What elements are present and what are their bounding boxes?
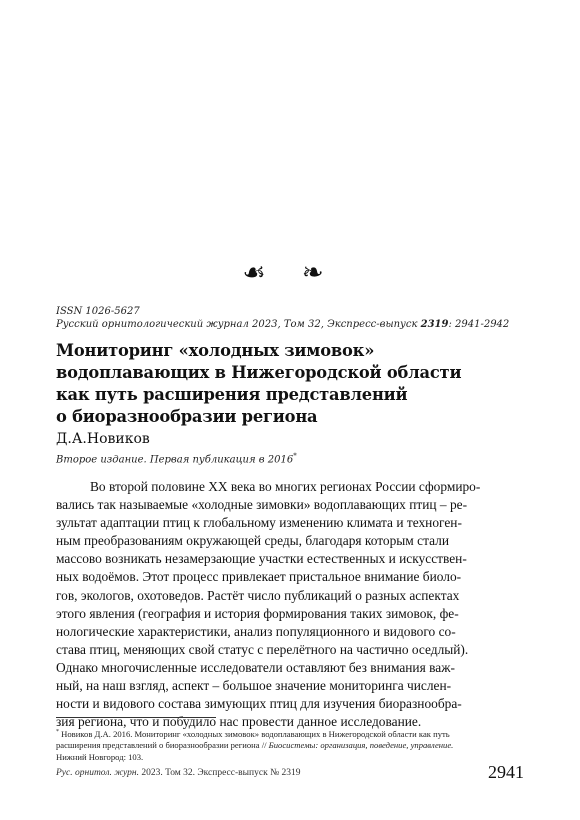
body-line: гов, экологов, охотоведов. Растёт число публикаций о разных аспектах [56,587,460,603]
running-footer [56,768,301,778]
body-line: ных водоёмов. Этот процесс привлекает пристальное внимание биоло- [56,569,462,585]
body-line: нологические характеристики, анализ популяционного и видового со- [56,623,456,639]
edition-note-text: Второе издание. Первая публикация в 2016 [56,454,294,466]
footnote-source: Биосистемы: организация, поведение, управление. [268,740,454,751]
edition-note [56,452,297,465]
body-line: зия региона, что и побудило нас провести данное исследование. [56,714,422,730]
body-line: Однако многочисленные исследователи оставляют без внимания важ- [56,659,455,675]
footnote-divider [56,717,216,718]
title-line: о биоразнообразии региона [56,407,318,426]
article-title [56,340,526,428]
footnote [56,727,526,763]
page-number: 2941 [488,762,524,782]
article-body [56,478,526,731]
title-line: как путь расширения представлений [56,385,408,404]
footnote-mark[interactable]: * [293,452,297,460]
footnote-line [56,740,526,752]
body-line: Во второй половине XX века во многих регионах России сформиро- [90,479,481,494]
body-line: массово возникать незамерзающие участки естественных и искусствен- [56,551,467,567]
journal-issue: 2319 [420,319,449,330]
footnote-text: Новиков Д.А. 2016. Мониторинг «холодных зимовок» водоплавающих в Нижегородской области как путь [59,728,450,739]
body-line: вались так называемые «холодные зимовки» водоплавающих птиц – ре- [56,497,468,513]
body-line: этого явления (география и история формирования таких зимовок, фе- [56,605,459,621]
footnote-text: расширения представлений о биоразнообразии региона // [56,740,269,751]
body-line: става птиц, меняющих свой статус с перелётного на частично оседлый). [56,641,469,657]
journal-pages: : 2941-2942 [448,319,510,330]
author-name: Д.А.Новиков [56,431,150,447]
footnote-line [56,727,526,740]
ornament-fleuron-icon: ☙ ❧ [242,258,338,288]
body-line: зультат адаптации птиц к глобальному изменению климата и техноген- [56,515,462,531]
body-line: ности и видового состава зимующих птиц для изучения биоразнообра- [56,696,462,712]
issn-line: ISSN 1026-5627 [56,306,140,317]
title-line: Мониторинг «холодных зимовок» [56,341,375,360]
running-issue: 2023. Том 32. Экспресс-выпуск № 2319 [138,768,301,778]
footnote-mark: * [56,729,59,735]
journal-citation [56,318,536,331]
running-journal: Рус. орнитол. журн. [56,768,139,778]
footnote-line: Нижний Новгород: 103. [56,751,144,762]
journal-prefix: Русский орнитологический журнал 2023, Том 32, Экспресс-выпуск [56,319,421,330]
title-line: водоплавающих в Нижегородской области [56,363,462,382]
body-line: ным преобразованиям окружающей среды, благодаря которым стали [56,533,449,549]
body-line: ный, на наш взгляд, аспект – большое значение мониторинга числен- [56,678,452,694]
